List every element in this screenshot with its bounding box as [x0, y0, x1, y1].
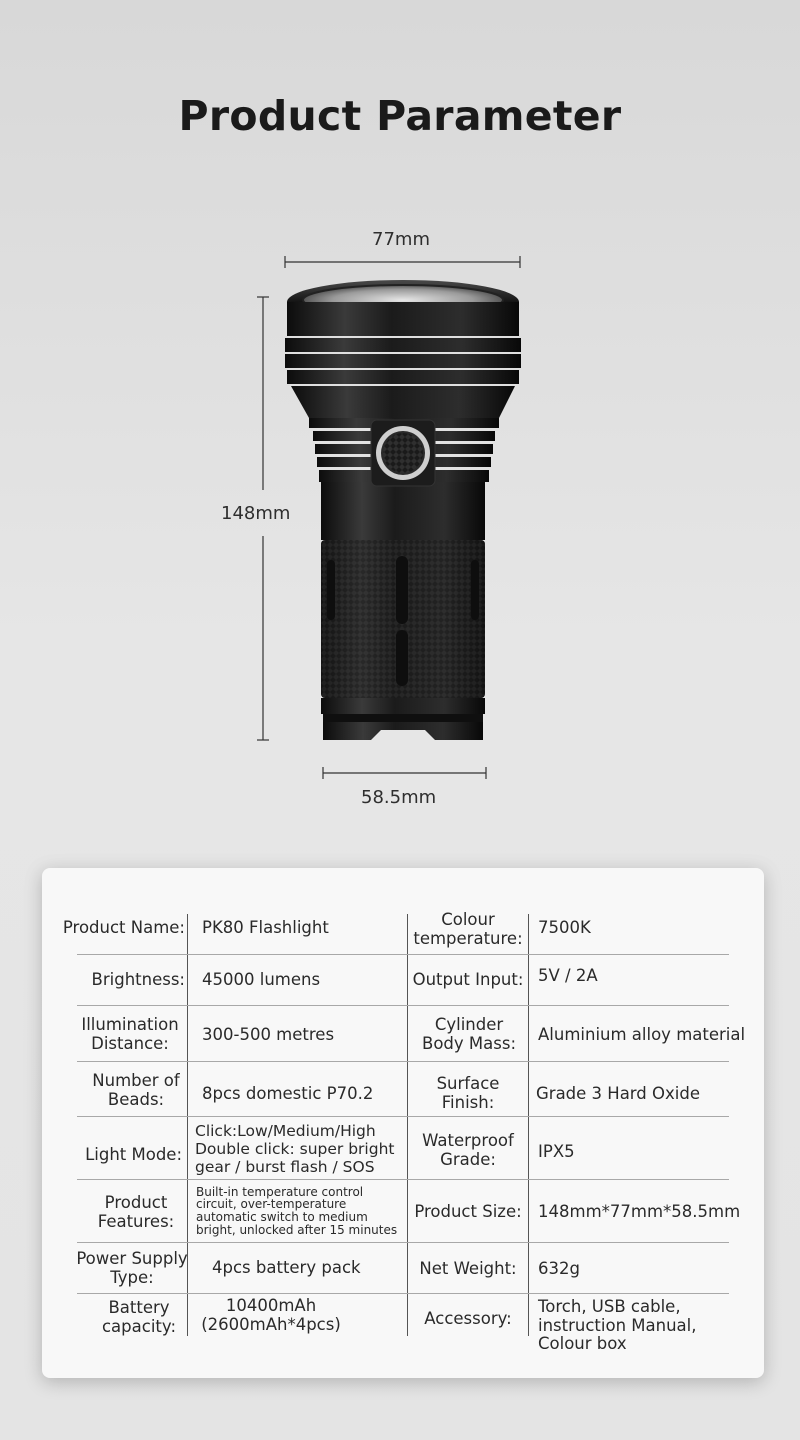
param-value: 632g — [538, 1258, 580, 1278]
page-title: Product Parameter — [178, 92, 622, 140]
param-label: Net Weight: — [419, 1258, 517, 1278]
height-dimension: 148mm — [221, 503, 291, 524]
param-label: Power Supply Type: — [76, 1249, 188, 1287]
param-value: Click:Low/Medium/High Double click: super bright gear / burst flash / SOS — [195, 1122, 395, 1176]
param-value: 5V / 2A — [538, 965, 598, 985]
param-label: Illumination Distance: — [81, 1015, 179, 1053]
width-dimension: 77mm — [372, 229, 430, 250]
param-value: 45000 lumens — [202, 969, 321, 989]
param-label: Product Features: — [97, 1193, 175, 1231]
param-label: Output Input: — [412, 969, 524, 989]
param-label: Brightness: — [91, 969, 185, 989]
param-label: Light Mode: — [85, 1144, 182, 1164]
param-label: Accessory: — [424, 1308, 512, 1328]
flashlight-image — [285, 278, 525, 748]
param-label: Product Size: — [414, 1201, 522, 1221]
param-label: Product Name: — [62, 917, 185, 937]
param-value: Grade 3 Hard Oxide — [536, 1083, 700, 1103]
param-value: 300-500 metres — [202, 1024, 335, 1044]
param-value: 4pcs battery pack — [212, 1257, 361, 1277]
param-value: 8pcs domestic P70.2 — [202, 1083, 374, 1103]
param-label: Colour temperature: — [413, 910, 523, 948]
param-value: 7500K — [538, 917, 591, 937]
param-label: Surface Finish: — [436, 1074, 500, 1112]
param-label: Battery capacity: — [101, 1298, 177, 1336]
param-label: Cylinder Body Mass: — [422, 1015, 516, 1053]
param-value: Aluminium alloy material — [538, 1024, 746, 1044]
param-value: PK80 Flashlight — [202, 917, 329, 937]
param-label: Number of Beads: — [92, 1071, 180, 1109]
param-value: IPX5 — [538, 1141, 575, 1161]
param-value: 148mm*77mm*58.5mm — [538, 1201, 741, 1221]
parameter-table — [42, 868, 764, 1378]
param-label: Waterproof Grade: — [422, 1131, 514, 1169]
param-value: 10400mAh (2600mAh*4pcs) — [201, 1296, 341, 1334]
param-value: Built-in temperature control circuit, over-temperature automatic switch to medium bright, unlocked after 15 minutes — [196, 1184, 398, 1237]
param-value: Torch, USB cable, instruction Manual, Colour box — [538, 1296, 697, 1354]
base-dimension: 58.5mm — [361, 787, 437, 808]
